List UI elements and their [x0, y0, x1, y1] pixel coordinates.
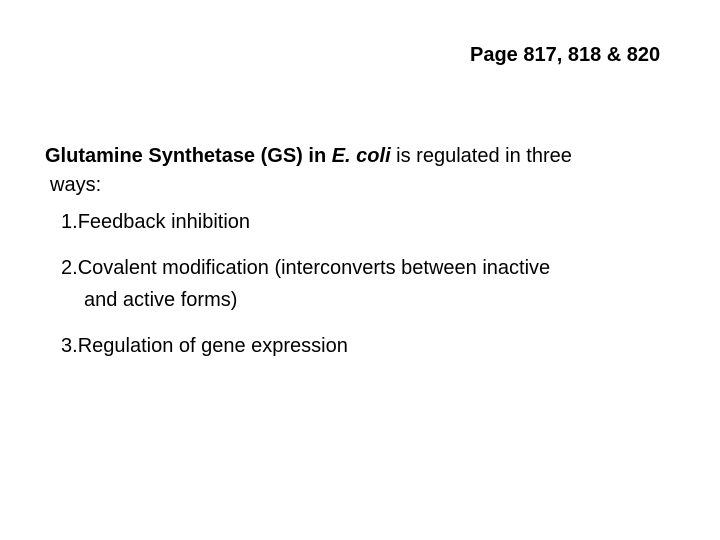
list-item-text: Feedback inhibition: [77, 211, 251, 233]
list-item-text: Covalent modification (interconverts between inactive: [77, 257, 551, 279]
intro-subject: Glutamine Synthetase (GS) in: [45, 145, 332, 167]
intro-rest-line1: is regulated in three: [390, 145, 572, 167]
list-item-number: 2.: [61, 257, 78, 279]
list-item-number: 1.: [61, 211, 78, 233]
list-item: [61, 206, 250, 238]
intro-rest-line2: ways:: [50, 174, 102, 196]
list-item: [61, 252, 550, 316]
list-item-text: Regulation of gene expression: [77, 335, 348, 357]
list-item-number: 3.: [61, 335, 78, 357]
intro-paragraph: [45, 142, 695, 200]
list-item: [61, 330, 348, 362]
page-reference: Page 817, 818 & 820: [470, 44, 661, 66]
list-item-continuation: and active forms): [84, 289, 238, 311]
intro-organism: E. coli: [331, 145, 391, 167]
